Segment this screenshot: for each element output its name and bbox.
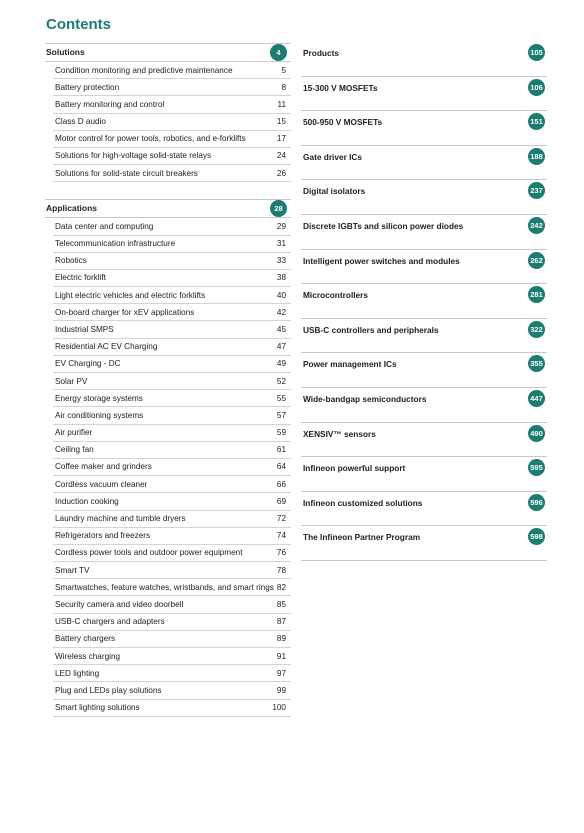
entry-label: Light electric vehicles and electric forklifts: [55, 290, 206, 300]
entry-label: Plug and LEDs play solutions: [55, 685, 162, 695]
toc-product-entry[interactable]: [301, 42, 547, 77]
page-badge: 105: [528, 44, 545, 61]
toc-product-entry[interactable]: [301, 353, 547, 388]
toc-product-entry[interactable]: [301, 526, 547, 561]
entry-label: Cordless power tools and outdoor power equipment: [55, 548, 243, 558]
entry-page-number: 24: [276, 151, 286, 161]
entry-label: USB-C chargers and adapters: [55, 617, 165, 627]
section-label: Solutions: [46, 47, 85, 57]
entry-label: Infineon powerful support: [303, 463, 406, 474]
entry-page-number: 97: [276, 668, 286, 678]
toc-entry[interactable]: [53, 79, 291, 96]
section-label: Applications: [46, 203, 98, 214]
page-badge: 595: [528, 459, 545, 476]
page-badge: 106: [528, 79, 545, 96]
entry-label: LED lighting: [55, 668, 100, 678]
entry-page-number: 100: [272, 703, 286, 713]
toc-product-entry[interactable]: [301, 146, 547, 181]
page-badge: 151: [528, 113, 545, 130]
entry-label: Refrigerators and freezers: [55, 531, 151, 541]
entry-label: USB-C controllers and peripherals: [303, 324, 439, 335]
entry-page-number: 89: [276, 634, 286, 644]
toc-product-entry[interactable]: [301, 111, 547, 146]
entry-label: Electric forklift: [55, 273, 106, 283]
entry-label: Power management ICs: [303, 359, 397, 370]
toc-entry[interactable]: [53, 425, 291, 442]
entry-page-number: 11: [277, 99, 286, 109]
toc-entry[interactable]: [53, 287, 291, 304]
entry-page-number: 64: [276, 462, 286, 472]
entry-page-number: 45: [276, 324, 286, 334]
entry-label: 15-300 V MOSFETs: [303, 82, 378, 93]
toc-entry[interactable]: [53, 356, 291, 373]
toc-entry[interactable]: [53, 528, 291, 545]
entry-label: On-board charger for xEV applications: [55, 307, 195, 317]
toc-entry[interactable]: [53, 648, 291, 665]
toc-product-entry[interactable]: [301, 492, 547, 527]
entry-label: Smartwatches, feature watches, wristbands, and smart rings: [55, 582, 274, 592]
entry-label: Telecommunication infrastructure: [55, 239, 176, 248]
entry-label: Induction cooking: [55, 496, 119, 506]
entry-page-number: 31: [276, 239, 286, 248]
entry-page-number: 47: [276, 342, 286, 352]
entry-label: Industrial SMPS: [55, 324, 114, 334]
entry-label: Solutions for high-voltage solid-state relays: [55, 151, 212, 161]
entry-label: The Infineon Partner Program: [303, 532, 421, 543]
toc-entry[interactable]: [53, 131, 291, 148]
toc-entry[interactable]: [53, 339, 291, 356]
page-badge: 242: [528, 217, 545, 234]
entry-page-number: 69: [276, 496, 286, 506]
entry-label: Coffee maker and grinders: [55, 462, 152, 472]
applications-list: [53, 218, 291, 716]
entry-page-number: 42: [276, 307, 286, 317]
toc-product-entry[interactable]: [301, 388, 547, 423]
entry-label: Battery protection: [55, 82, 120, 92]
entry-label: Digital isolators: [303, 186, 366, 197]
toc-product-entry[interactable]: [301, 77, 547, 112]
entry-page-number: 91: [276, 651, 286, 661]
entry-label: Microcontrollers: [303, 290, 369, 301]
toc-entry[interactable]: [53, 682, 291, 699]
toc-entry[interactable]: [53, 390, 291, 407]
toc-entry[interactable]: [53, 476, 291, 493]
entry-label: Battery monitoring and control: [55, 99, 165, 109]
entry-page-number: 61: [276, 445, 286, 455]
entry-page-number: 8: [281, 82, 286, 92]
solutions-list: [53, 62, 291, 182]
entry-page-number: 17: [276, 134, 286, 144]
entry-label: Solutions for solid-state circuit breakers: [55, 168, 198, 178]
entry-label: 500-950 V MOSFETs: [303, 117, 383, 128]
toc-product-entry[interactable]: [301, 457, 547, 492]
toc-entry[interactable]: [53, 114, 291, 131]
toc-product-entry[interactable]: [301, 250, 547, 285]
entry-label: Wide-bandgap semiconductors: [303, 393, 427, 404]
entry-label: Cordless vacuum cleaner: [55, 479, 148, 489]
page-badge: 355: [528, 355, 545, 372]
entry-label: Infineon customized solutions: [303, 497, 423, 508]
toc-entry[interactable]: [53, 631, 291, 648]
page-badge: 4: [270, 44, 287, 61]
entry-label: Energy storage systems: [55, 393, 143, 403]
toc-section-solutions[interactable]: [45, 43, 291, 62]
toc-entry[interactable]: [53, 665, 291, 682]
entry-page-number: 40: [276, 290, 286, 300]
entry-label: Condition monitoring and predictive maintenance: [55, 65, 233, 75]
toc-entry[interactable]: [53, 442, 291, 459]
entry-label: Intelligent power switches and modules: [303, 255, 460, 266]
toc-entry[interactable]: [53, 407, 291, 424]
toc-entry[interactable]: [53, 96, 291, 113]
entry-page-number: 15: [276, 117, 286, 127]
entry-label: Laundry machine and tumble dryers: [55, 514, 186, 523]
page-badge: 28: [270, 200, 287, 217]
entry-page-number: 87: [276, 617, 286, 627]
page-title: Contents: [46, 16, 111, 33]
toc-entry[interactable]: [53, 700, 291, 717]
toc-entry[interactable]: [53, 545, 291, 562]
entry-page-number: 5: [281, 65, 286, 75]
toc-section-applications[interactable]: [45, 199, 291, 218]
toc-entry[interactable]: [53, 373, 291, 390]
page-badge: 596: [528, 494, 545, 511]
toc-entry[interactable]: [53, 165, 291, 182]
entry-label: Gate driver ICs: [303, 151, 363, 162]
entry-label: Battery chargers: [55, 634, 116, 644]
toc-product-entry[interactable]: [301, 423, 547, 458]
entry-label: Robotics: [55, 256, 87, 266]
toc-left-column: [45, 43, 291, 717]
entry-label: Air conditioning systems: [55, 410, 144, 420]
entry-page-number: 74: [276, 531, 286, 541]
entry-label: Class D audio: [55, 117, 106, 127]
toc-entry[interactable]: [53, 614, 291, 631]
entry-page-number: 82: [276, 582, 286, 592]
toc-entry[interactable]: [53, 270, 291, 287]
entry-page-number: 55: [276, 393, 286, 403]
entry-label: Discrete IGBTs and silicon power diodes: [303, 220, 464, 231]
entry-label: Solar PV: [55, 376, 88, 386]
toc-entry[interactable]: [53, 511, 291, 528]
toc-entry[interactable]: [53, 218, 291, 235]
entry-page-number: 29: [276, 221, 286, 231]
page-badge: 598: [528, 528, 545, 545]
toc-entry[interactable]: [53, 579, 291, 596]
entry-page-number: 57: [276, 410, 286, 420]
entry-page-number: 76: [276, 548, 286, 558]
entry-label: Motor control for power tools, robotics, and e-forklifts: [55, 134, 246, 144]
toc-entry[interactable]: [53, 596, 291, 613]
entry-label: XENSIV™ sensors: [303, 428, 376, 439]
entry-label: Residential AC EV Charging: [55, 342, 158, 352]
toc-product-entry[interactable]: [301, 319, 547, 354]
toc-product-entry[interactable]: [301, 180, 547, 215]
page-badge: 262: [528, 252, 545, 269]
entry-page-number: 72: [276, 514, 286, 523]
entry-label: Data center and computing: [55, 221, 154, 231]
page-badge: 490: [528, 425, 545, 442]
entry-page-number: 52: [276, 376, 286, 386]
entry-label: Smart lighting solutions: [55, 703, 140, 713]
entry-page-number: 99: [276, 685, 286, 695]
toc-product-entry[interactable]: [301, 284, 547, 319]
entry-page-number: 59: [276, 428, 286, 438]
entry-page-number: 33: [276, 256, 286, 266]
entry-label: EV Charging - DC: [55, 359, 121, 369]
page-badge: 237: [528, 182, 545, 199]
entry-label: Products: [303, 48, 339, 58]
page-badge: 447: [528, 390, 545, 407]
toc-entry[interactable]: [53, 321, 291, 338]
page-badge: 322: [528, 321, 545, 338]
toc-entry[interactable]: [53, 304, 291, 321]
entry-page-number: 49: [276, 359, 286, 369]
toc-product-entry[interactable]: [301, 215, 547, 250]
entry-label: Air purifier: [55, 428, 93, 438]
entry-label: Ceiling fan: [55, 445, 94, 455]
toc-entry[interactable]: [53, 459, 291, 476]
toc-right-column: [301, 42, 547, 561]
toc-entry[interactable]: [53, 253, 291, 270]
entry-label: Security camera and video doorbell: [55, 599, 184, 609]
entry-page-number: 38: [276, 273, 286, 283]
toc-entry[interactable]: [53, 148, 291, 165]
entry-page-number: 85: [276, 599, 286, 609]
entry-page-number: 78: [276, 565, 286, 575]
toc-entry[interactable]: [53, 236, 291, 253]
page-badge: 188: [528, 148, 545, 165]
entry-page-number: 26: [276, 168, 286, 178]
page-badge: 281: [528, 286, 545, 303]
toc-entry[interactable]: [53, 62, 291, 79]
toc-entry[interactable]: [53, 493, 291, 510]
entry-label: Wireless charging: [55, 651, 121, 661]
entry-page-number: 66: [276, 479, 286, 489]
entry-label: Smart TV: [55, 565, 90, 575]
toc-entry[interactable]: [53, 562, 291, 579]
